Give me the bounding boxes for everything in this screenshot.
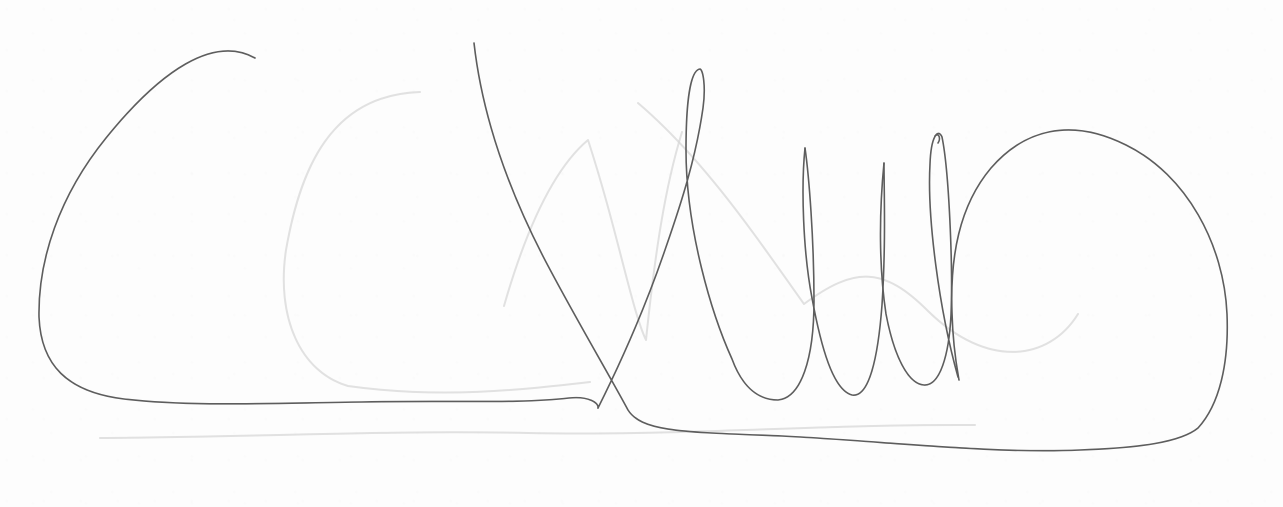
faint-center-letter [504, 132, 682, 340]
ink-hook [935, 135, 939, 143]
faint-left-oval [284, 92, 590, 393]
left-signature-loop [39, 51, 598, 408]
faint-lower-line [100, 425, 975, 438]
crossing-stroke [598, 69, 814, 408]
first-repeated-loop [803, 148, 884, 395]
signature-strokes [39, 43, 1227, 451]
second-repeated-loop [880, 133, 958, 385]
faint-right-letter [638, 103, 1078, 352]
bleed-through-marks [100, 92, 1078, 438]
main-descending-stroke [474, 43, 1227, 451]
